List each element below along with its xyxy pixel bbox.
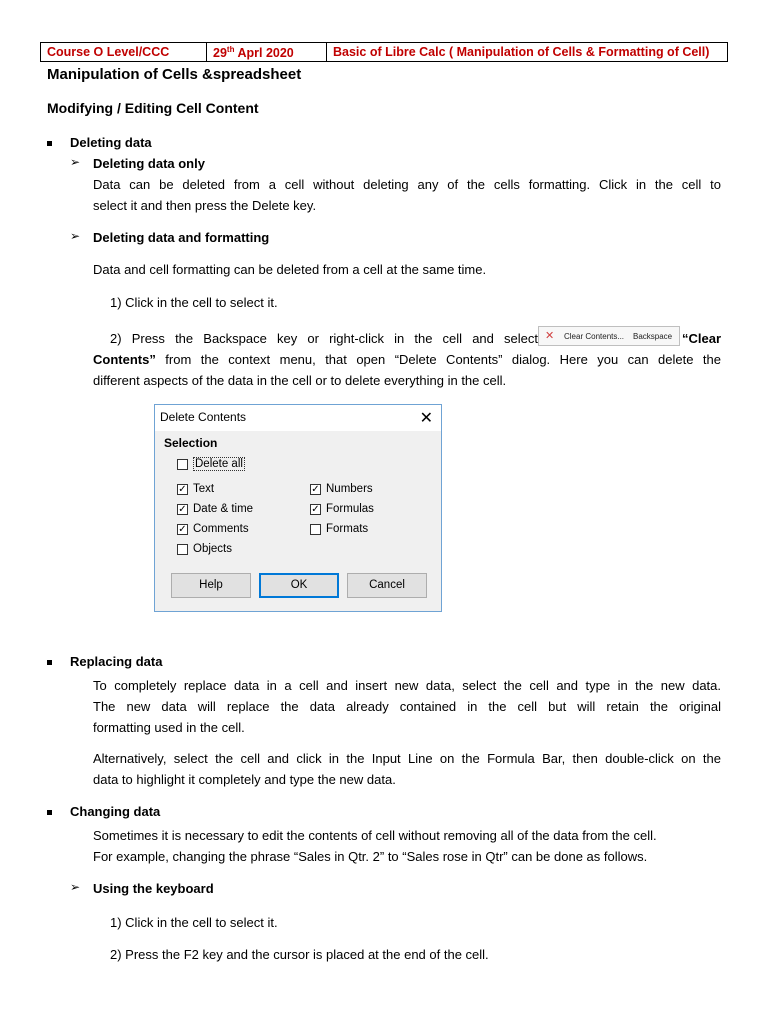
changing-paragraph: Sometimes it is necessary to edit the contents of cell without removing all of the data from the cell. For example, changing the phrase “Sales in Qtr. 2” to “Sales rose in Qtr” can be done as follows. <box>93 828 657 864</box>
clear-quote: “Clear <box>682 331 722 346</box>
checkbox-text[interactable]: ✓ Text <box>178 483 215 495</box>
context-menu-item: Clear Contents... <box>564 332 625 341</box>
deleting-only-paragraph: Data can be deleted from a cell without deleting any of the cells formatting. Click in the cell to select it and then press the Delete key. <box>93 177 721 213</box>
page-title: Manipulation of Cells &spreadsheet <box>47 66 302 83</box>
arrow-bullet-icon: ➢ <box>70 880 81 894</box>
check-icon[interactable]: ✓ <box>178 523 187 535</box>
arrow-bullet-icon: ➢ <box>70 229 81 243</box>
context-menu-snippet <box>538 326 680 346</box>
keyboard-heading: Using the keyboard <box>93 881 214 896</box>
cancel-button[interactable]: Cancel <box>347 573 427 598</box>
help-button[interactable]: Help <box>171 573 251 598</box>
changing-heading: Changing data <box>70 804 161 819</box>
deleting-step-1: 1) Click in the cell to select it. <box>110 295 278 310</box>
checkbox-date-time[interactable]: ✓ Date & time <box>178 503 254 515</box>
header-date: 29th Aprl 2020 <box>207 43 327 61</box>
replacing-heading: Replacing data <box>70 654 163 669</box>
delete-contents-dialog <box>154 404 442 612</box>
checkbox-formulas[interactable]: ✓ Formulas <box>311 503 374 515</box>
deleting-fmt-heading: Deleting data and formatting <box>93 230 270 245</box>
ok-button[interactable]: OK <box>259 573 339 598</box>
bullet-square-icon <box>47 141 52 146</box>
checkbox-numbers[interactable]: ✓ Numbers <box>311 483 373 495</box>
check-icon[interactable]: ✓ <box>311 503 320 515</box>
header-course: Course O Level/CCC <box>41 43 207 61</box>
deleting-heading: Deleting data <box>70 135 152 150</box>
deleting-fmt-text: Data and cell formatting can be deleted from a cell at the same time. <box>93 262 487 277</box>
header-table <box>40 42 728 62</box>
changing-step-2: 2) Press the F2 key and the cursor is placed at the end of the cell. <box>110 947 489 962</box>
deleting-step-2: 2) Press the Backspace key or right-click in the cell and select <box>110 331 538 346</box>
check-icon[interactable]: ✓ <box>178 503 187 515</box>
selection-label: Selection <box>164 436 218 450</box>
checkbox-delete-all[interactable]: Delete all <box>177 457 245 471</box>
arrow-bullet-icon: ➢ <box>70 155 81 169</box>
checkbox-comments[interactable]: ✓ Comments <box>178 523 249 535</box>
dialog-title: Delete Contents <box>160 410 247 424</box>
bullet-square-icon <box>47 660 52 665</box>
checkbox-box[interactable] <box>177 459 188 470</box>
replacing-paragraph-2: Alternatively, select the cell and click in the Input Line on the Formula Bar, then double-click on the data to highlight it completely and type the new data. <box>93 751 721 787</box>
header-topic: Basic of Libre Calc ( Manipulation of Cells & Formatting of Cell) <box>333 45 710 59</box>
checkbox-box[interactable] <box>177 544 188 555</box>
checkbox-formats[interactable]: Formats <box>310 523 368 535</box>
check-icon[interactable]: ✓ <box>178 483 187 495</box>
checkbox-box[interactable] <box>310 524 321 535</box>
dialog-titlebar <box>155 405 441 431</box>
check-icon[interactable]: ✓ <box>311 483 320 495</box>
context-menu-shortcut: Backspace <box>633 332 673 341</box>
changing-step-1: 1) Click in the cell to select it. <box>110 915 278 930</box>
deleting-step-2-continued: Contents” from the context menu, that open “Delete Contents” dialog. Here you can delete the different aspects of the data in the cell or to delete everything in the cell. <box>93 352 721 388</box>
deleting-only-heading: Deleting data only <box>93 156 205 171</box>
section-subtitle: Modifying / Editing Cell Content <box>47 100 259 116</box>
replacing-paragraph-1: To completely replace data in a cell and insert new data, select the cell and type in the new data. The new data will replace the data already contained in the cell but will retain the original formatting used in the cell. <box>93 678 721 735</box>
checkbox-objects[interactable]: Objects <box>177 543 232 555</box>
close-icon[interactable]: ✕ <box>419 410 433 427</box>
close-icon: ✕ <box>545 330 555 342</box>
bullet-square-icon <box>47 810 52 815</box>
